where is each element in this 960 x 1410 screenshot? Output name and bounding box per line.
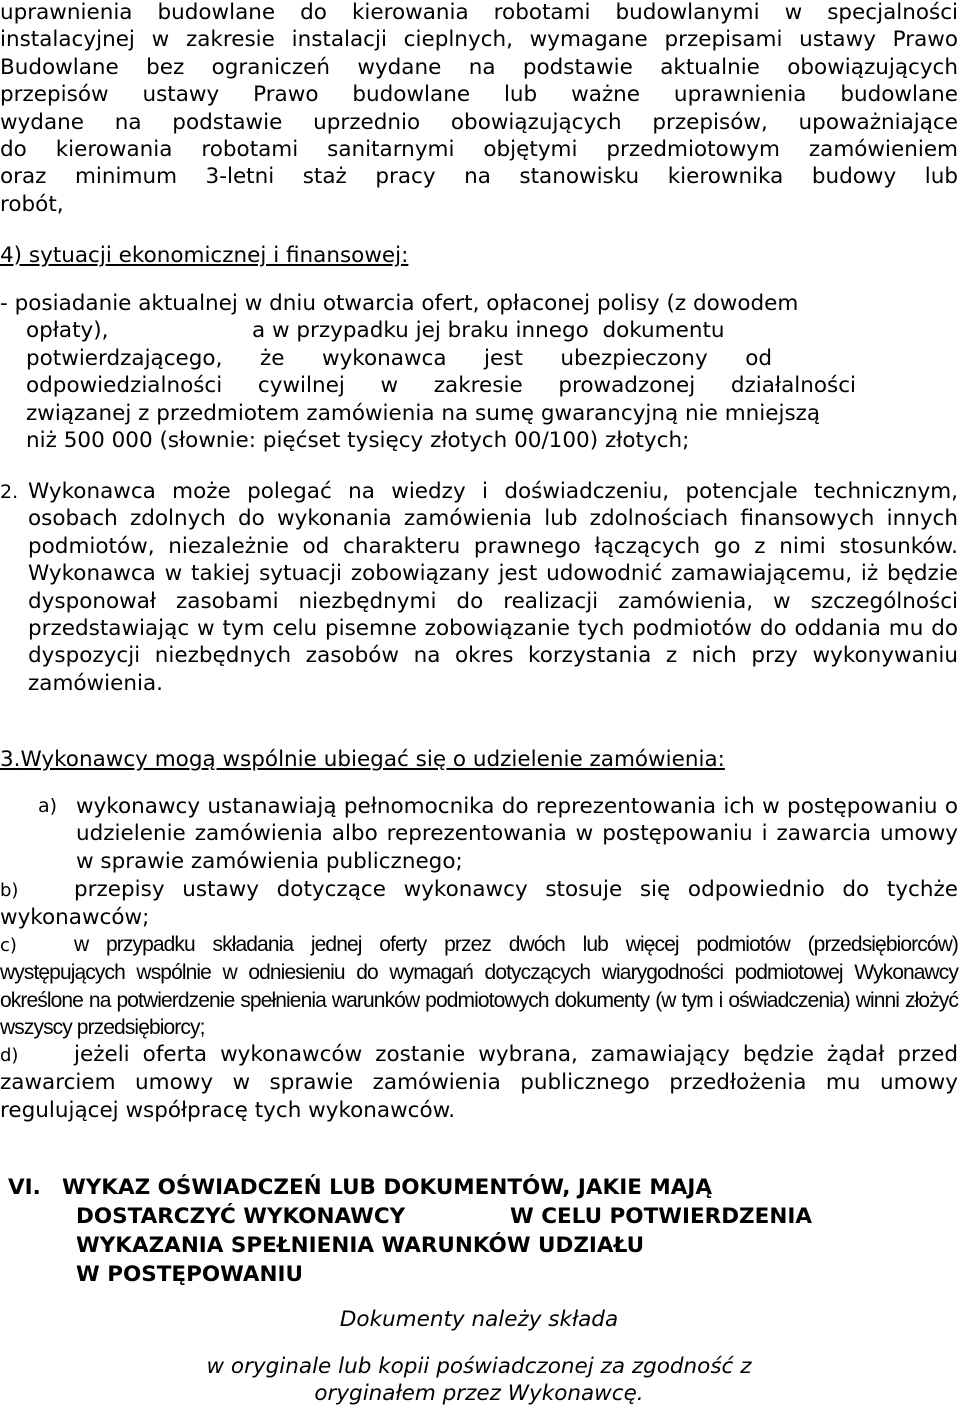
list-item-text: w przypadku składania jednej oferty przez dwóch lub więcej podmiotów (przedsiębiorców) występujących wspólnie w odniesieniu do wymagań dotyczących wiarygodności podmiotowej Wykonawcy określone na potwierdzenie spełnienia warunków podmiotowych dokumenty (w tym i oświadczenia) winni złożyć wszyscy przedsiębiorcy;	[0, 933, 958, 1040]
originals-note-line: oryginałem przez Wykonawcę.	[314, 1381, 644, 1406]
insurance-line: potwierdzającego, że wykonawca jest ubezpieczony od	[26, 345, 772, 371]
insurance-line: niż 500 000 (słownie: pięćset tysięcy złotych 00/100) złotych;	[26, 428, 690, 454]
list-item-text: wykonawcy ustanawiają pełnomocnika do reprezentowania ich w postępowaniu o udzielenie zamówienia albo reprezentowania w postępowaniu i zawarcia umowy w sprawie zamówienia publicznego;	[76, 794, 958, 874]
originals-note	[0, 1353, 958, 1407]
heading-economic-situation: 4) sytuacji ekonomicznej i finansowej:	[0, 243, 409, 268]
insurance-line: opłaty), a w przypadku jej braku innego dokumentu	[26, 318, 725, 344]
section-title-line: WYKAZ OŚWIADCZEŃ LUB DOKUMENTÓW, JAKIE MAJĄ	[62, 1175, 713, 1200]
list-item-text: Wykonawca może polegać na wiedzy i doświadczeniu, potencjale technicznym, osobach zdolnych do wykonania zamówienia lub zdolnościach finansowych innych podmiotów, niezależnie od charakteru prawnego łączących go z nimi stosunków. Wykonawca w takiej sytuacji zobowiązany jest udowodnić zamawiającemu, iż będzie dysponował zasobami niezbędnymi do realizacji zamówienia, w szczególności przedstawiając w tym celu pisemne zobowiązanie tych podmiotów do oddania mu do dyspozycji niezbędnych zasobów na okres korzystania z nich przy wykonywaniu zamówienia.	[28, 479, 958, 696]
list-item-b	[0, 876, 958, 932]
list-item-a	[0, 793, 958, 875]
insurance-line: odpowiedzialności cywilnej w zakresie prowadzonej działalności	[26, 373, 856, 399]
list-number: 2.	[0, 481, 19, 503]
list-letter: d)	[0, 1045, 19, 1066]
insurance-line: - posiadanie aktualnej w dniu otwarcia ofert, opłaconej polisy (z dowodem	[0, 291, 799, 316]
intro-line: przepisów ustawy Prawo budowlane lub ważne uprawnienia budowlane	[0, 82, 958, 108]
heading-joint-bidding	[0, 746, 725, 774]
list-item-text: przepisy ustawy dotyczące wykonawcy stosuje się odpowiednio do tychże wykonawców;	[0, 877, 958, 931]
heading-text: Wykonawcy mogą wspólnie ubiegać się o udzielenie zamówienia:	[20, 747, 725, 772]
intro-line: wydane na podstawie uprzednio obowiązujących przepisów, upoważniające	[0, 109, 958, 135]
insurance-line: związanej z przedmiotem zamówienia na sumę gwarancyjną nie mniejszą	[26, 400, 821, 426]
section-heading-vi	[0, 1173, 958, 1289]
list-item-2	[0, 478, 958, 697]
intro-line: robót,	[0, 191, 64, 217]
section-title	[62, 1173, 958, 1289]
originals-note-line: w oryginale lub kopii poświadczonej za zgodność z	[206, 1354, 752, 1379]
list-item-c	[0, 931, 958, 1042]
section-title-line: WYKAZANIA SPEŁNIENIA WARUNKÓW UDZIAŁU	[76, 1233, 645, 1258]
list-item-text: jeżeli oferta wykonawców zostanie wybrana, zamawiający będzie żądał przed zawarciem umowy w sprawie zamówienia publicznego przedłożenia mu umowy regulującej współpracę tych wykonawców.	[0, 1042, 958, 1123]
list-letter: b)	[0, 880, 19, 901]
list-item-d	[0, 1041, 958, 1124]
documents-note: Dokumenty należy składa	[339, 1307, 619, 1332]
list-letter: a)	[38, 795, 58, 817]
heading-number: 3.	[0, 747, 21, 772]
intro-line: oraz minimum 3-letni staż pracy na stanowisku kierownika budowy lub	[0, 164, 958, 190]
section-title-line: W POSTĘPOWANIU	[76, 1262, 303, 1287]
intro-line: uprawnienia budowlane do kierowania robotami budowlanymi w specjalności	[0, 0, 958, 25]
intro-line: do kierowania robotami sanitarnymi objętymi przedmiotowym zamówieniem	[0, 136, 958, 162]
intro-line: Budowlane bez ograniczeń wydane na podstawie aktualnie obowiązujących	[0, 54, 958, 80]
section-number: VI.	[8, 1175, 41, 1200]
intro-paragraph	[0, 0, 958, 219]
section-title-line: DOSTARCZYĆ WYKONAWCY W CELU POTWIERDZENIA	[76, 1204, 812, 1229]
list-letter: c)	[0, 935, 17, 956]
intro-line: instalacyjnej w zakresie instalacji cieplnych, wymagane przepisami ustawy Prawo	[0, 27, 958, 53]
insurance-requirement	[0, 290, 958, 454]
